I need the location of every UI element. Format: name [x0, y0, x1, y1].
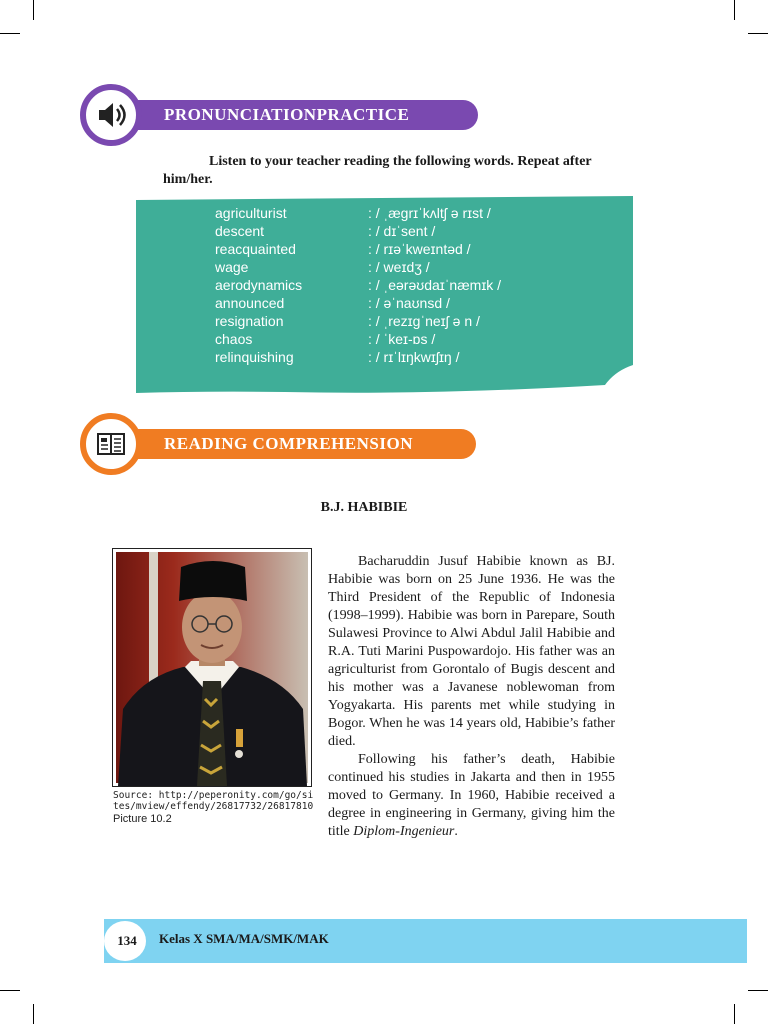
vocab-transcription: : / əˈnaʊnsd /	[368, 295, 450, 311]
vocab-row	[136, 277, 634, 295]
vocab-transcription: : / dɪˈsent /	[368, 223, 436, 239]
pronunciation-icon-circle	[80, 84, 142, 146]
vocab-row	[136, 331, 634, 349]
reading-title: READING COMPREHENSION	[164, 434, 413, 453]
vocab-transcription: : / rɪəˈkweɪntəd /	[368, 241, 471, 257]
photo-caption	[113, 790, 318, 826]
crop-mark	[734, 0, 735, 20]
vocab-transcription: : / ˌæɡrɪˈkʌltʃ ə rɪst /	[368, 205, 491, 221]
vocabulary-list	[136, 205, 634, 385]
article-paragraph: Bacharuddin Jusuf Habibie known as BJ. Habibie was born on 25 June 1936. He was the Third President of the Republic of Indonesia (1998–1999). Habibie was born in Parepare, South Sulawesi Province to Alwi Abdul Jalil Habibie and R.A. Tuti Marini Puspowardojo. His father was an agriculturist from Gorontalo of Bugis descent and his mother was a Javanese noblewoman from Yogyakarta. His parents met while studying in Bogor. When he was 14 years old, Habibie’s father died.	[328, 554, 615, 749]
crop-mark	[0, 33, 20, 34]
vocab-transcription: : / ˌrezɪɡˈneɪʃ ə n /	[368, 313, 480, 329]
article-body	[328, 553, 615, 841]
portrait-photo	[112, 548, 312, 787]
vocab-word: wage	[215, 259, 249, 275]
instruction-text: Listen to your teacher reading the following words. Repeat after him/her.	[163, 154, 592, 187]
vocab-transcription: : / rɪˈlɪŋkwɪʃɪŋ /	[368, 349, 460, 365]
vocab-row	[136, 313, 634, 331]
picture-label: Picture 10.2	[113, 813, 172, 825]
crop-mark	[33, 1004, 34, 1024]
vocab-row	[136, 205, 634, 223]
vocab-row	[136, 223, 634, 241]
vocab-word: reacquainted	[215, 241, 296, 257]
vocab-transcription: : / weɪdʒ /	[368, 259, 430, 275]
article-paragraph	[328, 751, 615, 841]
pronunciation-header-bar	[132, 100, 478, 130]
book-title: Kelas X SMA/MA/SMK/MAK	[159, 931, 329, 946]
vocab-transcription: : / ˈkeɪ-ɒs /	[368, 331, 436, 347]
book-icon	[86, 419, 136, 469]
vocab-row	[136, 241, 634, 259]
vocab-word: chaos	[215, 331, 253, 347]
article-title: B.J. HABIBIE	[320, 500, 408, 515]
vocab-row	[136, 349, 634, 367]
speaker-icon	[86, 90, 136, 140]
photo-source: Source: http://peperonity.com/go/sites/mview/effendy/26817732/26817810	[113, 790, 314, 812]
paragraph-italic-term: Diplom-Ingenieur	[353, 824, 455, 839]
crop-mark	[0, 990, 20, 991]
paragraph-text: .	[454, 824, 458, 839]
reading-header-bar	[132, 429, 476, 459]
crop-mark	[748, 990, 768, 991]
vocab-word: relinquishing	[215, 349, 294, 365]
vocab-word: aerodynamics	[215, 277, 303, 293]
vocab-row	[136, 295, 634, 313]
pronunciation-title: PRONUNCIATIONPRACTICE	[164, 105, 410, 124]
page-number: 134	[117, 933, 137, 948]
reading-icon-circle	[80, 413, 142, 475]
vocab-word: agriculturist	[215, 205, 287, 221]
vocab-word: resignation	[215, 313, 284, 329]
crop-mark	[734, 1004, 735, 1024]
crop-mark	[33, 0, 34, 20]
vocab-word: announced	[215, 295, 285, 311]
crop-mark	[748, 33, 768, 34]
vocab-transcription: : / ˌeərəʊdaɪˈnæmɪk /	[368, 277, 502, 293]
vocab-row	[136, 259, 634, 277]
vocab-word: descent	[215, 223, 265, 239]
paragraph-text: Following his father’s death, Habibie continued his studies in Jakarta and then in 1955 moved to Germany. In 1960, Habibie received a degree in engineering in Germany, giving him the title	[328, 752, 615, 839]
